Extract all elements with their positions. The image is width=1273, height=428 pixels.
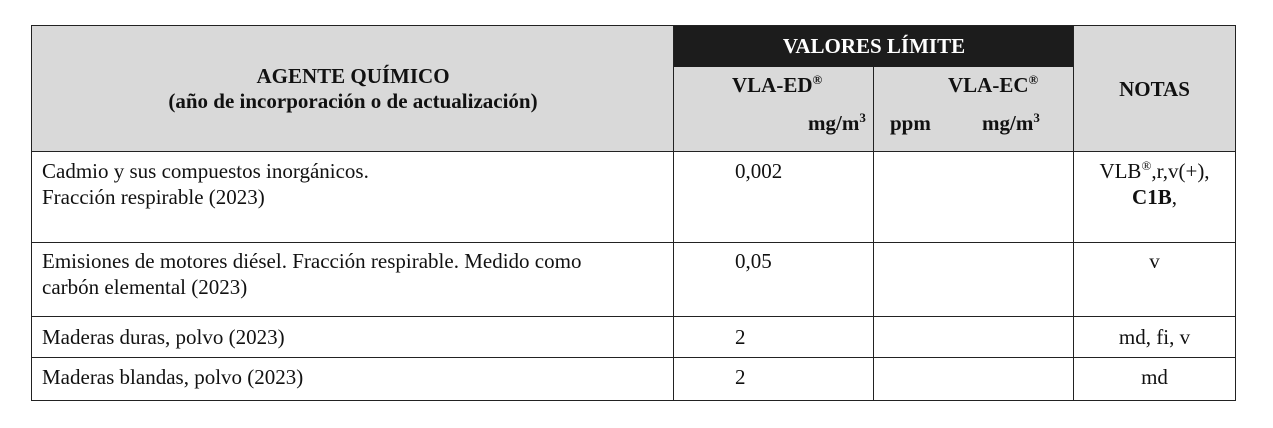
valores-limite-header xyxy=(674,26,1074,67)
notas-header-label: NOTAS xyxy=(1119,76,1190,101)
registered-mark: ® xyxy=(1141,158,1152,173)
notas-text: ,r,v(+), xyxy=(1151,159,1210,183)
notas-line xyxy=(1074,184,1235,210)
vla-ed-text: VLA-ED xyxy=(732,73,813,97)
notas-text: md, fi, v xyxy=(1118,325,1191,349)
vla-ed-mg-value: 0,05 xyxy=(735,249,772,273)
agent-line: Emisiones de motores diésel. Fracción respirable. Medido como xyxy=(42,249,582,273)
vla-ed-label xyxy=(732,73,822,98)
notas-header xyxy=(1074,26,1235,152)
agent-line: Cadmio y sus compuestos inorgánicos. xyxy=(42,159,369,183)
agent-cell xyxy=(42,324,667,350)
notas-cell xyxy=(1074,158,1235,210)
vla-ec-text: VLA-EC xyxy=(948,73,1029,97)
vla-ed-header xyxy=(674,67,874,152)
notas-cell xyxy=(1074,364,1235,390)
vla-ec-header xyxy=(874,67,1074,152)
notas-text: v xyxy=(1149,249,1160,273)
notas-text: , xyxy=(1171,185,1177,209)
valores-limite-label: VALORES LÍMITE xyxy=(782,34,966,58)
vla-ec-label xyxy=(948,73,1038,98)
agent-line: Maderas blandas, polvo (2023) xyxy=(42,365,304,389)
vla-ed-unit xyxy=(808,111,866,136)
carcinogen-category: C1B xyxy=(1132,185,1172,209)
agent-line: Fracción respirable (2023) xyxy=(42,185,265,209)
agent-line: Maderas duras, polvo (2023) xyxy=(42,325,285,349)
notas-text: md xyxy=(1141,365,1168,389)
agent-column-header xyxy=(32,26,674,152)
divider xyxy=(873,67,874,152)
agent-line: carbón elemental (2023) xyxy=(42,275,248,299)
table-row xyxy=(32,248,1235,316)
divider xyxy=(32,357,1235,358)
unit-exponent: 3 xyxy=(1033,110,1040,125)
unit-exponent: 3 xyxy=(859,110,866,125)
agent-cell xyxy=(42,364,667,390)
limit-values-table xyxy=(31,25,1236,401)
table-row xyxy=(32,324,1235,357)
divider xyxy=(32,316,1235,317)
vla-ed-mg-value: 0,002 xyxy=(735,159,783,183)
table-header xyxy=(32,26,1235,152)
registered-mark: ® xyxy=(812,72,823,87)
vla-ec-unit-mg xyxy=(982,111,1040,136)
unit-mg-text: mg/m xyxy=(808,111,860,135)
vla-ed-mg-value: 2 xyxy=(735,365,746,389)
vla-ec-unit-ppm: ppm xyxy=(890,111,931,135)
agent-header-subtitle: (año de incorporación o de actualización) xyxy=(168,89,538,113)
table-row xyxy=(32,158,1235,242)
notas-text: VLB xyxy=(1099,159,1142,183)
table-row xyxy=(32,364,1235,400)
notas-cell xyxy=(1074,324,1235,350)
vla-ed-mg-value: 2 xyxy=(735,325,746,349)
agent-header-title: AGENTE QUÍMICO xyxy=(256,64,450,88)
agent-cell xyxy=(42,158,667,210)
divider xyxy=(1073,26,1074,152)
divider xyxy=(673,26,674,152)
divider xyxy=(32,242,1235,243)
registered-mark: ® xyxy=(1028,72,1039,87)
agent-cell xyxy=(42,248,667,300)
unit-mg-text: mg/m xyxy=(982,111,1034,135)
notas-line xyxy=(1074,158,1235,184)
notas-cell xyxy=(1074,248,1235,274)
